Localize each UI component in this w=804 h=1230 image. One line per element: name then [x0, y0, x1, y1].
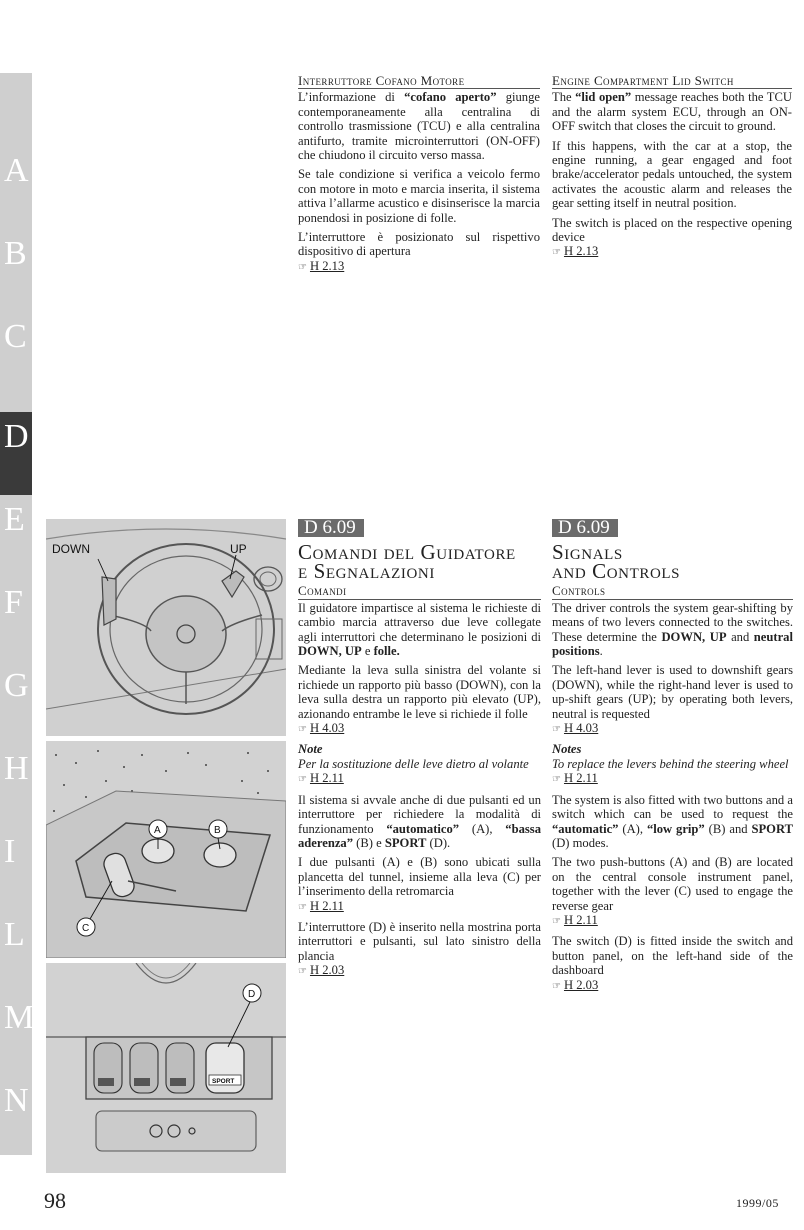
figure-switch-panel — [46, 963, 286, 1173]
cross-reference[interactable]: ☞ H 2.11 — [298, 771, 344, 786]
paragraph: Il guidatore impartisce al sistema le richieste di cambio marcia attraverso due leve collegate agli interruttori che determinano le posizioni di DOWN, UP e folle. — [298, 600, 541, 659]
note-text: To replace the levers behind the steering wheel — [552, 756, 789, 771]
cross-reference[interactable]: ☞ H 2.13 — [552, 244, 599, 259]
cross-reference[interactable]: ☞ H 2.13 — [298, 258, 345, 273]
label-down: DOWN — [52, 542, 90, 556]
section-badge: D 6.09 — [298, 519, 364, 537]
cross-reference[interactable]: ☞ H 2.11 — [552, 912, 598, 927]
pointing-hand-icon: ☞ — [552, 247, 561, 259]
paragraph: Se tale condizione si verifica a veicolo fermo con motore in moto e marcia inserita, il sistema attiva l’allarme acustico e disinserisce la marcia ponendosi in posizione di folle. — [298, 167, 540, 225]
pointing-hand-icon: ☞ — [298, 261, 307, 273]
section-title-line2: e Segnalazioni — [298, 559, 435, 584]
label-a: A — [154, 825, 161, 836]
paragraph: The two push-buttons (A) and (B) are located on the central console instrument panel, together with the lever (C) used to engage the reverse gear — [552, 855, 793, 913]
steering-wheel-illustration — [46, 519, 286, 736]
pointing-hand-icon: ☞ — [298, 774, 307, 786]
section-badge: D 6.09 — [552, 519, 618, 537]
tab-a[interactable]: A — [4, 152, 29, 189]
paragraph: If this happens, with the car at a stop, the engine running, a gear engaged and foot brake/accelerator pedals untouched, the system activates the acoustic alarm and releases the gear setting itself in neutral position. — [552, 138, 792, 211]
figure-steering-wheel — [46, 519, 286, 736]
pointing-hand-icon: ☞ — [552, 915, 561, 927]
label-d: D — [248, 989, 256, 1000]
subheading: Controls — [552, 584, 793, 599]
cross-reference[interactable]: ☞ H 2.03 — [298, 963, 345, 978]
paragraph: The left-hand lever is used to downshift gears (DOWN), while the right-hand lever is used to up-shift gears (UP); by operating both levers, neutral is requested — [552, 663, 793, 721]
section-title-line2: and Controls — [552, 559, 681, 584]
tab-l[interactable]: L — [4, 916, 25, 953]
paragraph: The switch is placed on the respective opening device — [552, 215, 792, 245]
cross-reference[interactable]: ☞ H 2.11 — [552, 771, 598, 786]
lower-italian-column — [298, 519, 541, 985]
pointing-hand-icon: ☞ — [552, 774, 561, 786]
paragraph: L’interruttore è posizionato sul rispettivo dispositivo di apertura — [298, 230, 540, 259]
tab-m[interactable]: M — [4, 999, 35, 1036]
tab-g[interactable]: G — [4, 667, 29, 704]
section-heading: Engine Compartment Lid Switch — [552, 74, 792, 89]
paragraph: I due pulsanti (A) e (B) sono ubicati sulla plancetta del tunnel, insieme alla leva (C) per l’inserimento della retromarcia — [298, 855, 541, 899]
tunnel-console-illustration — [46, 741, 286, 958]
pointing-hand-icon: ☞ — [298, 901, 307, 913]
switch-panel-illustration — [46, 963, 286, 1173]
paragraph: Il sistema si avvale anche di due pulsanti ed un interruttore per richiedere la modalità di funzionamento “automatico” (A), “bassa aderenza” (B) e SPORT (D). — [298, 792, 541, 850]
figure-tunnel-console — [46, 741, 286, 958]
note-text: Per la sostituzione delle leve dietro al volante — [298, 756, 529, 771]
cross-reference[interactable]: ☞ H 2.11 — [298, 898, 344, 913]
subheading: Comandi — [298, 584, 541, 599]
pointing-hand-icon: ☞ — [552, 724, 561, 736]
tab-e[interactable]: E — [4, 501, 25, 538]
paragraph: L’interruttore (D) è inserito nella mostrina porta interruttori e pulsanti, sul lato sinistro della plancia — [298, 919, 541, 963]
paragraph: Mediante la leva sulla sinistra del volante si richiede un rapporto più basso (DOWN), con la leva sulla destra un rapporto più elevato (UP), azionando entrambe le leve si richiede il folle — [298, 663, 541, 721]
section-title-line1: Signals — [552, 540, 623, 565]
note-title: Notes — [552, 742, 582, 757]
top-italian-column — [298, 74, 540, 280]
section-title-line1: Comandi del Guidatore — [298, 540, 516, 565]
tab-f[interactable]: F — [4, 584, 23, 621]
pointing-hand-icon: ☞ — [298, 966, 307, 978]
section-heading: Interruttore Cofano Motore — [298, 74, 540, 89]
tab-h[interactable]: H — [4, 750, 29, 787]
paragraph: The “lid open” message reaches both the TCU and the alarm system ECU, through an ON-OFF switch that closes the circuit to ground. — [552, 90, 792, 134]
label-c: C — [82, 923, 90, 934]
tab-b[interactable]: B — [4, 235, 27, 272]
pointing-hand-icon: ☞ — [298, 724, 307, 736]
tab-n[interactable]: N — [4, 1082, 29, 1119]
section-tab-strip — [0, 73, 35, 1155]
label-b: B — [214, 825, 221, 836]
paragraph: The switch (D) is fitted inside the switch and button panel, on the left-hand side of the dashboard — [552, 934, 793, 978]
paragraph: The driver controls the system gear-shifting by means of two levers connected to the switches. These determine the DOWN, UP and neutral positions. — [552, 600, 793, 659]
tab-c[interactable]: C — [4, 318, 27, 355]
tab-d-active[interactable]: D — [0, 412, 32, 495]
label-up: UP — [230, 542, 247, 556]
cross-reference[interactable]: ☞ H 2.03 — [552, 977, 599, 992]
note-title: Note — [298, 742, 323, 757]
cross-reference[interactable]: ☞ H 4.03 — [552, 721, 599, 736]
edition-date: 1999/05 — [736, 1196, 779, 1210]
top-english-column — [552, 74, 792, 266]
tab-i[interactable]: I — [4, 833, 16, 870]
cross-reference[interactable]: ☞ H 4.03 — [298, 721, 345, 736]
sport-label: SPORT — [212, 1078, 235, 1085]
page-number: 98 — [44, 1188, 66, 1213]
paragraph: L’informazione di “cofano aperto” giunge contemporaneamente alla centralina di controllo trasmissione (TCU) e alla centralina antifurto, tramite microinterruttori (ON-OFF) che chiudono il circuito verso massa. — [298, 90, 540, 163]
paragraph: The system is also fitted with two buttons and a switch which can be used to request the “automatic” (A), “low grip” (B) and SPORT (D) modes. — [552, 792, 793, 850]
pointing-hand-icon: ☞ — [552, 980, 561, 992]
lower-english-column — [552, 519, 793, 999]
